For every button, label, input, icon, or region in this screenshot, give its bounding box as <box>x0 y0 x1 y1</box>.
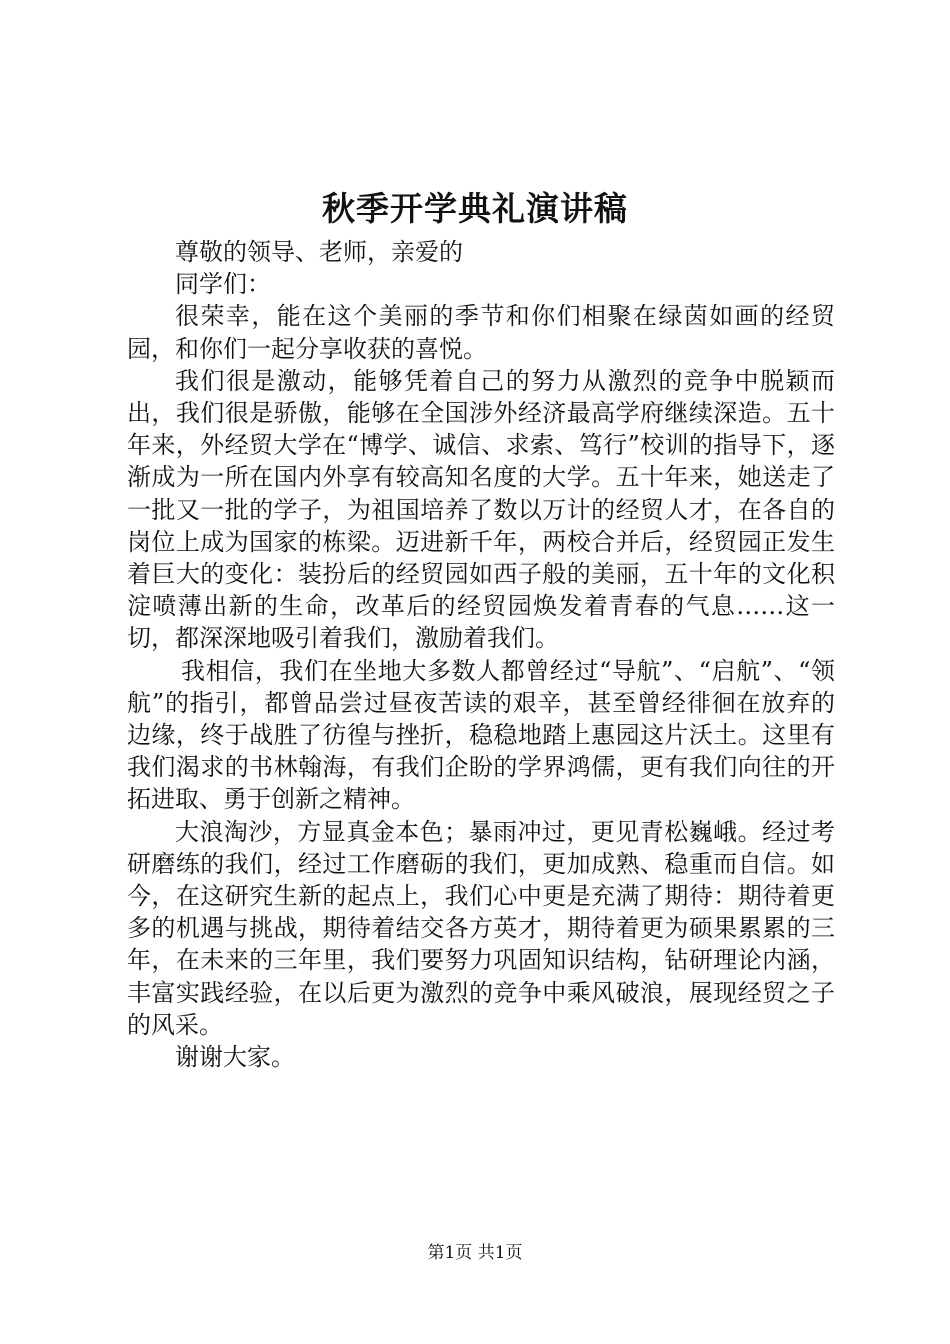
paragraph-4: 大浪淘沙，方显真金本色；暴雨冲过，更见青松巍峨。经过考研磨练的我们，经过工作磨砺的我们，更加成熟、稳重而自信。如今，在这研究生新的起点上，我们心中更是充满了期待：期待着更多的机遇与挑战，期待着结交各方英才，期待着更为硕果累累的三年，在未来的三年里，我们要努力巩固知识结构，钻研理论内涵，丰富实践经验，在以后更为激烈的竞争中乘风破浪，展现经贸之子的风采。 <box>127 817 835 1039</box>
paragraph-3: 我相信，我们在坐地大多数人都曾经过“导航”、“启航”、“领航”的指引，都曾品尝过昼夜苦读的艰辛，甚至曾经徘徊在放弃的边缘，终于战胜了彷徨与挫折，稳稳地踏上惠园这片沃土。这里有我们渴求的书林翰海，有我们企盼的学界鸿儒，更有我们向往的开拓进取、勇于创新之精神。 <box>127 656 835 814</box>
page-title: 秋季开学典礼演讲稿 <box>322 189 628 228</box>
salutation-line-1: 尊敬的领导、老师，亲爱的 <box>175 238 463 266</box>
paragraph-2: 我们很是激动，能够凭着自己的努力从激烈的竞争中脱颖而出，我们很是骄傲，能够在全国涉外经济最高学府继续深造。五十年来，外经贸大学在“博学、诚信、求索、笃行”校训的指导下，逐渐成为一所在国内外享有较高知名度的大学。五十年来，她送走了一批又一批的学子，为祖国培养了数以万计的经贸人才，在各自的岗位上成为国家的栋梁。迈进新千年，两校合并后，经贸园正发生着巨大的变化：装扮后的经贸园如西子般的美丽，五十年的文化积淀喷薄出新的生命，改革后的经贸园焕发着青春的气息……这一切，都深深地吸引着我们，激励着我们。 <box>127 366 835 653</box>
page-footer: 第1页 共1页 <box>427 1243 523 1263</box>
salutation-line-2: 同学们： <box>175 270 271 299</box>
closing-line: 谢谢大家。 <box>175 1043 295 1072</box>
document-body <box>127 236 835 1073</box>
paragraph-1: 很荣幸，能在这个美丽的季节和你们相聚在绿茵如画的经贸园，和你们一起分享收获的喜悦。 <box>127 302 835 363</box>
